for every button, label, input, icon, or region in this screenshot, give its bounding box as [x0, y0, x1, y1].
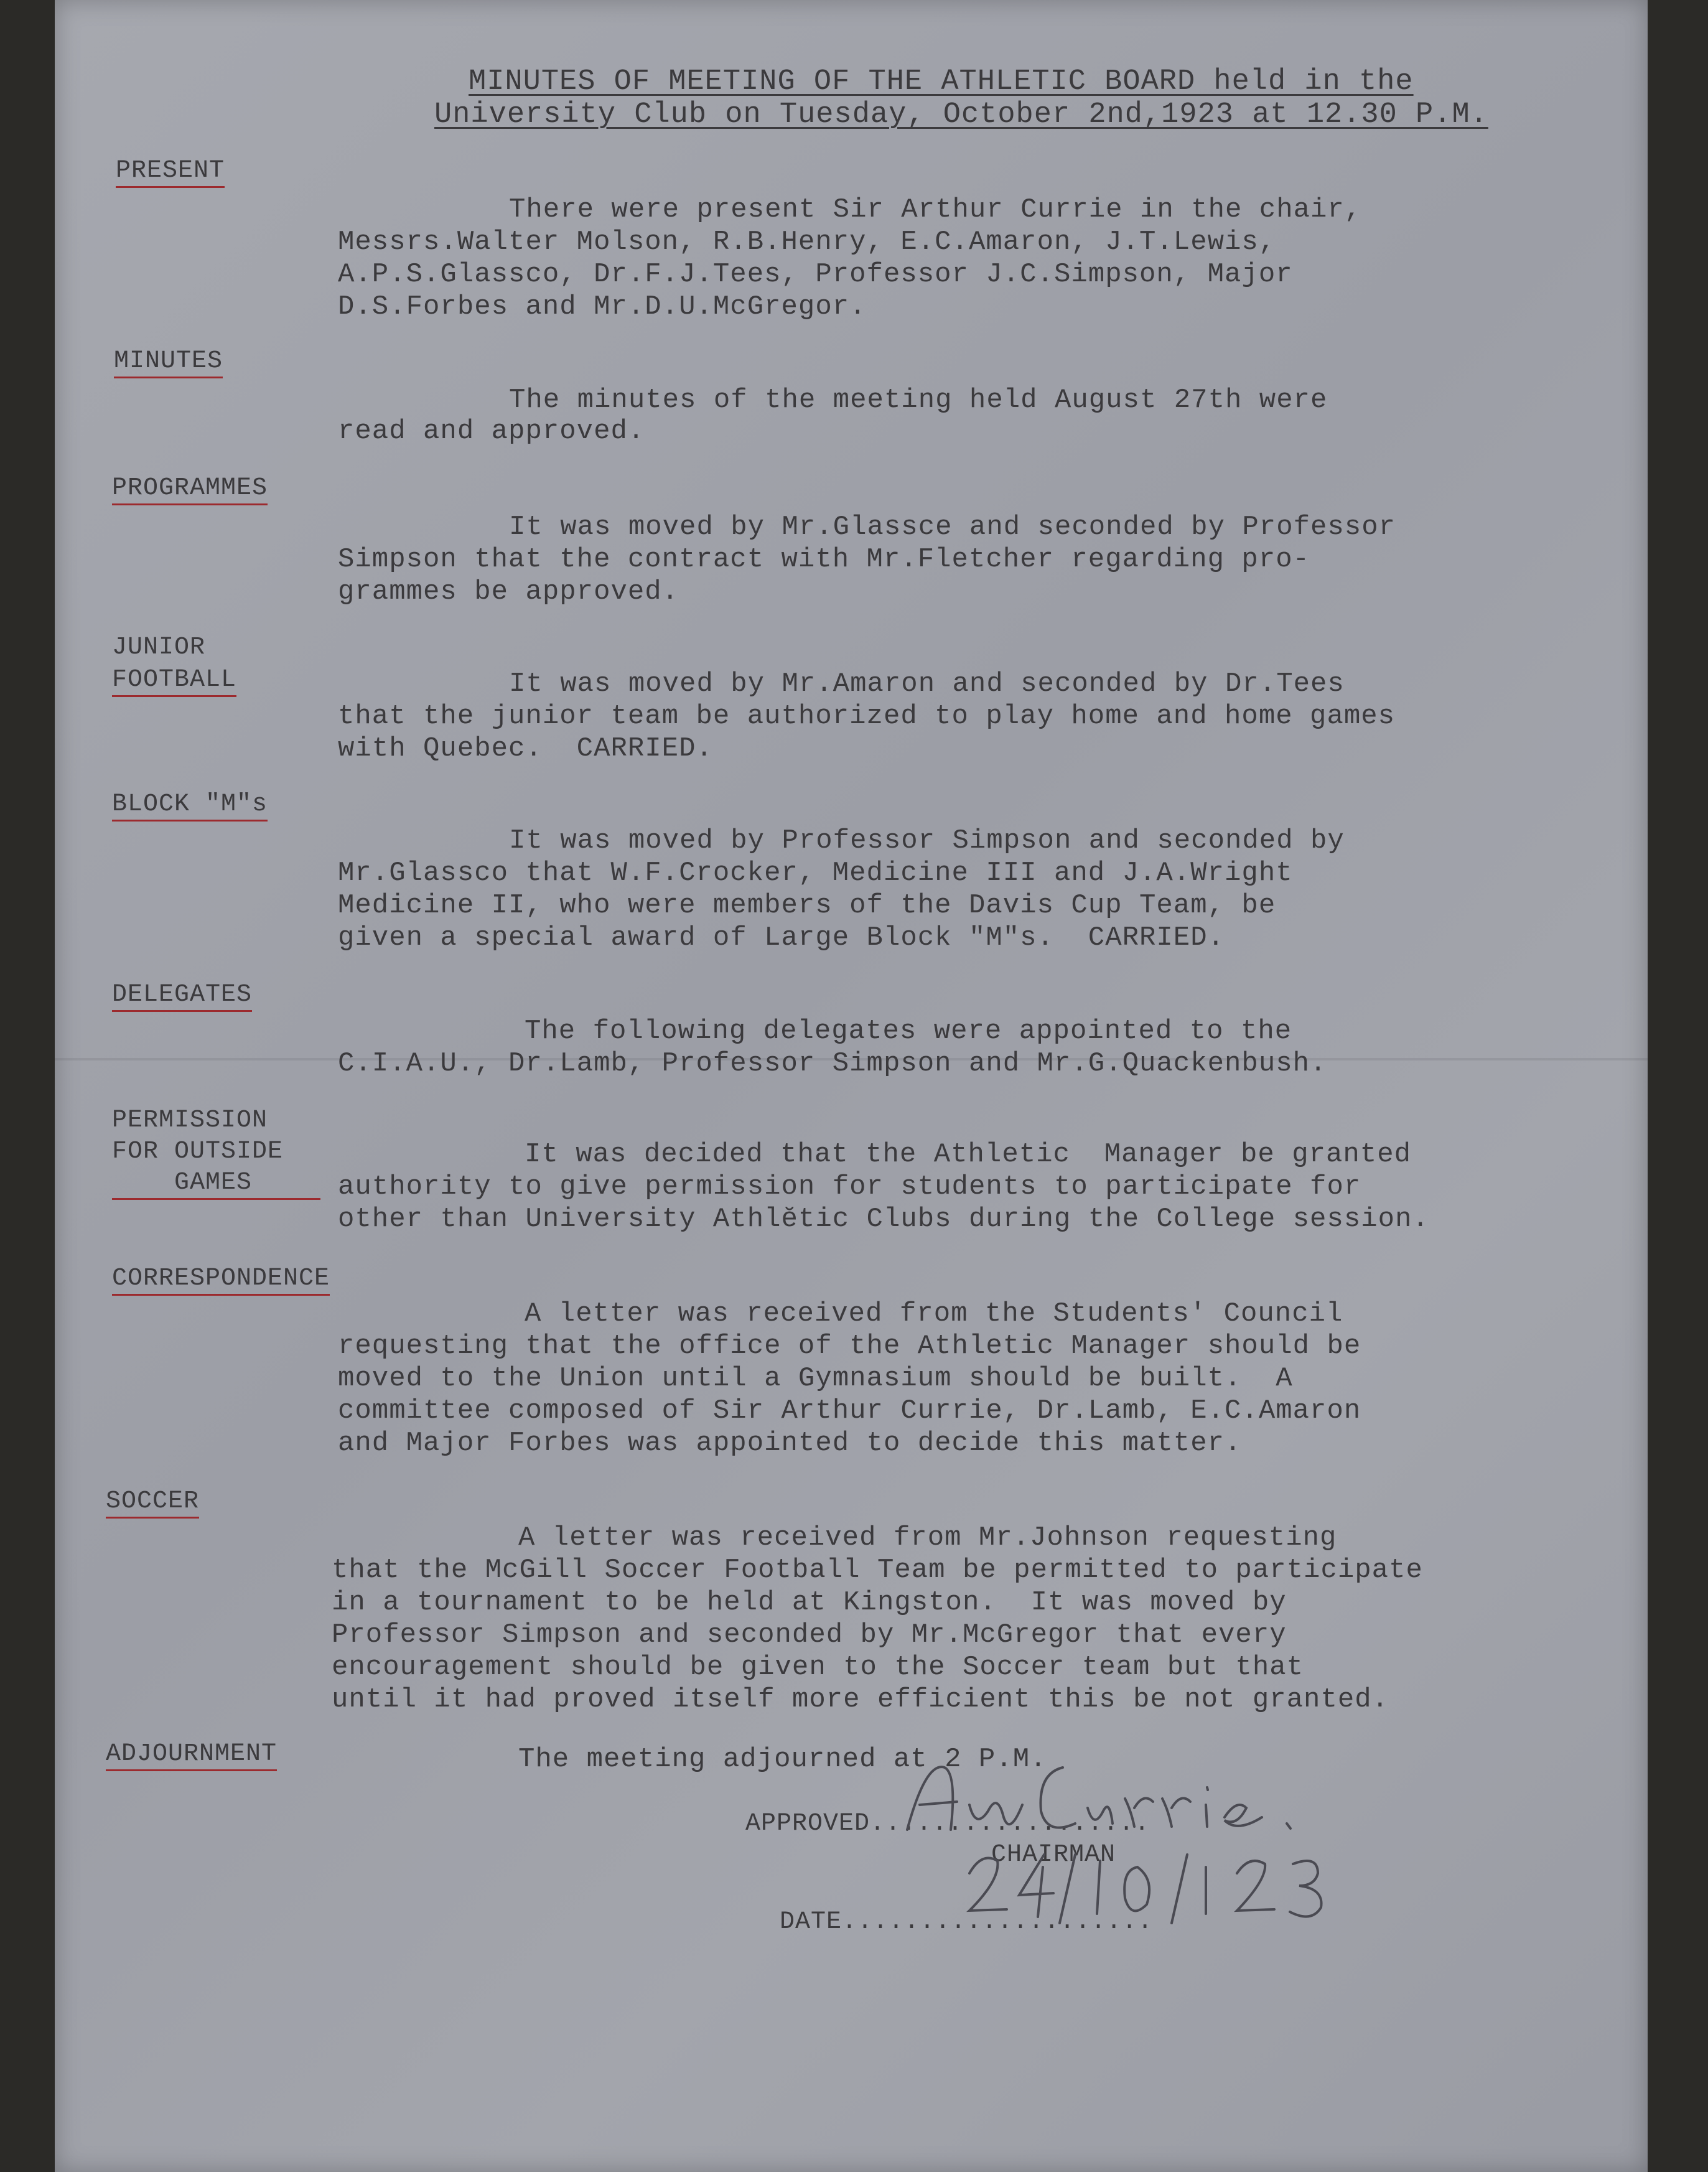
heading-football: FOOTBALL — [112, 666, 236, 697]
correspondence-line: A letter was received from the Students' Council — [525, 1298, 1343, 1329]
approved-label: APPROVED.................. — [745, 1810, 1150, 1838]
heading-soccer: SOCCER — [106, 1487, 199, 1519]
chairman-label: CHAIRMAN — [991, 1841, 1116, 1869]
title-line-2: University Club on Tuesday, October 2nd,1923 at 12.30 P.M. — [434, 98, 1488, 131]
permission-line: other than University Athlĕtic Clubs during the College session. — [338, 1204, 1429, 1235]
block-m-line: given a special award of Large Block "M"s. CARRIED. — [338, 922, 1225, 953]
heading-junior: JUNIOR — [112, 634, 206, 662]
programmes-line: Simpson that the contract with Mr.Fletcher regarding pro- — [338, 544, 1310, 575]
correspondence-line: and Major Forbes was appointed to decide this matter. — [338, 1428, 1242, 1459]
handwritten-date — [926, 1842, 1393, 1936]
present-line: D.S.Forbes and Mr.D.U.McGregor. — [338, 291, 867, 322]
delegates-line: C.I.A.U., Dr.Lamb, Professor Simpson and Mr.G.Quackenbush. — [338, 1048, 1327, 1079]
heading-adjournment: ADJOURNMENT — [106, 1740, 277, 1771]
junior-football-line: that the junior team be authorized to play home and home games — [338, 701, 1396, 732]
soccer-line: A letter was received from Mr.Johnson requesting — [518, 1522, 1337, 1553]
present-line: A.P.S.Glassco, Dr.F.J.Tees, Professor J.C.Simpson, Major — [338, 259, 1293, 290]
junior-football-line: It was moved by Mr.Amaron and seconded by Dr.Tees — [509, 668, 1345, 700]
soccer-line: encouragement should be given to the Soccer team but that — [332, 1652, 1304, 1683]
present-line: There were present Sir Arthur Currie in the chair, — [509, 194, 1362, 225]
delegates-line: The following delegates were appointed to the — [525, 1016, 1292, 1047]
correspondence-line: committee composed of Sir Arthur Currie, Dr.Lamb, E.C.Amaron — [338, 1395, 1361, 1426]
soccer-line: in a tournament to be held at Kingston. It was moved by — [332, 1587, 1287, 1618]
minutes-line: The minutes of the meeting held August 27th were — [509, 385, 1328, 416]
heading-correspondence: CORRESPONDENCE — [112, 1265, 330, 1296]
heading-permission: PERMISSION — [112, 1107, 268, 1135]
permission-line: authority to give permission for students to participate for — [338, 1171, 1361, 1202]
heading-for-outside: FOR OUTSIDE — [112, 1138, 284, 1166]
title-line-1: MINUTES OF MEETING OF THE ATHLETIC BOARD held in the — [469, 65, 1414, 98]
programmes-line: grammes be approved. — [338, 576, 679, 607]
heading-minutes: MINUTES — [114, 347, 223, 378]
block-m-line: Mr.Glassco that W.F.Crocker, Medicine III and J.A.Wright — [338, 858, 1293, 889]
programmes-line: It was moved by Mr.Glassce and seconded by Professor — [509, 512, 1396, 543]
block-m-line: Medicine II, who were members of the Davis Cup Team, be — [338, 890, 1276, 921]
minutes-line: read and approved. — [338, 416, 645, 447]
correspondence-line: moved to the Union until a Gymnasium should be built. A — [338, 1363, 1293, 1394]
soccer-line: Professor Simpson and seconded by Mr.McGregor that every — [332, 1619, 1287, 1650]
heading-delegates: DELEGATES — [112, 981, 252, 1012]
soccer-line: until it had proved itself more efficient this be not granted. — [332, 1684, 1389, 1715]
heading-programmes: PROGRAMMES — [112, 474, 268, 505]
junior-football-line: with Quebec. CARRIED. — [338, 733, 713, 764]
correspondence-line: requesting that the office of the Athletic Manager should be — [338, 1331, 1361, 1362]
heading-present: PRESENT — [116, 157, 225, 188]
document-page — [55, 0, 1648, 2172]
block-m-line: It was moved by Professor Simpson and seconded by — [509, 825, 1345, 856]
date-label: DATE.................... — [780, 1908, 1154, 1936]
adjournment-line: The meeting adjourned at 2 P.M. — [518, 1744, 1047, 1775]
soccer-line: that the McGill Soccer Football Team be permitted to participate — [332, 1555, 1423, 1586]
heading-block-m: BLOCK "M"s — [112, 790, 268, 822]
present-line: Messrs.Walter Molson, R.B.Henry, E.C.Amaron, J.T.Lewis, — [338, 227, 1276, 258]
permission-line: It was decided that the Athletic Manager be granted — [525, 1139, 1412, 1170]
heading-games: GAMES — [112, 1169, 320, 1200]
